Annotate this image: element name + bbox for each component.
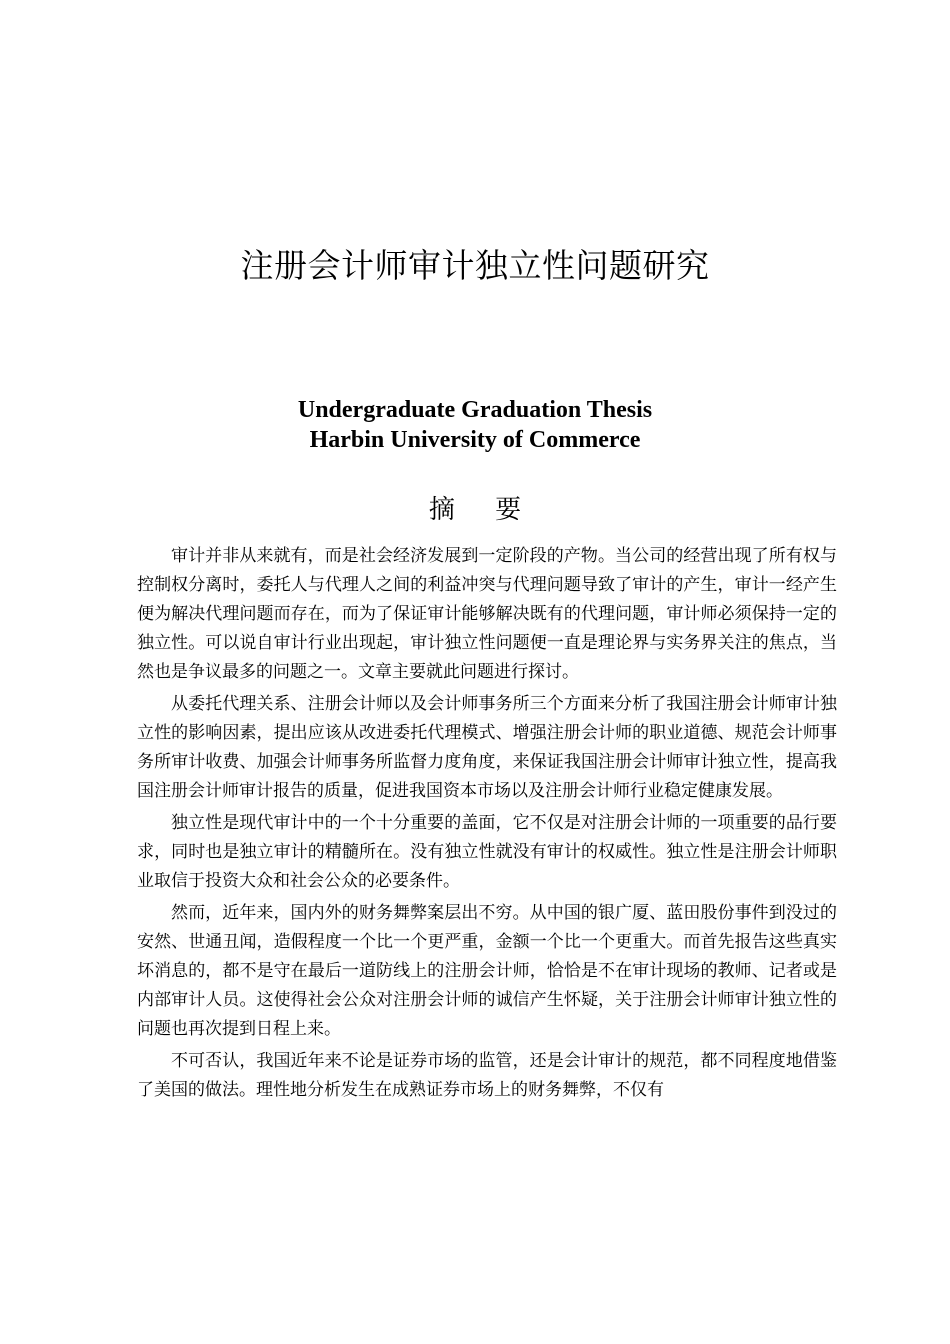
abstract-paragraph: 不可否认，我国近年来不论是证券市场的监管，还是会计审计的规范，都不同程度地借鉴了美国的做法。理性地分析发生在成熟证券市场上的财务舞弊，不仅有 <box>137 1051 837 1100</box>
abstract-paragraph: 从委托代理关系、注册会计师以及会计师事务所三个方面来分析了我国注册会计师审计独立性的影响因素，提出应该从改进委托代理模式、增强注册会计师的职业道德、规范会计师事务所审计收费、加强会计师事务所监督力度角度，来保证我国注册会计师审计独立性，提高我国注册会计师审计报告的质量，促进我国资本市场以及注册会计师行业稳定健康发展。 <box>137 694 837 801</box>
abstract-paragraph: 独立性是现代审计中的一个十分重要的盖面，它不仅是对注册会计师的一项重要的品行要求，同时也是独立审计的精髓所在。没有独立性就没有审计的权威性。独立性是注册会计师职业取信于投资大众和社会公众的必要条件。 <box>137 813 837 891</box>
abstract-heading: 摘 要 <box>428 495 538 525</box>
subtitle-university: Harbin University of Commerce <box>309 427 641 453</box>
abstract-body <box>137 542 837 1108</box>
thesis-subtitle <box>0 395 950 455</box>
thesis-title: 注册会计师审计独立性问题研究 <box>240 246 710 285</box>
abstract-paragraph: 然而，近年来，国内外的财务舞弊案层出不穷。从中国的银广厦、蓝田股份事件到没过的安然、世通丑闻，造假程度一个比一个更严重，金额一个比一个更重大。而首先报告这些真实坏消息的，都不是守在最后一道防线上的注册会计师，恰恰是不在审计现场的教师、记者或是内部审计人员。这使得社会公众对注册会计师的诚信产生怀疑，关于注册会计师审计独立性的问题也再次提到日程上来。 <box>137 903 837 1039</box>
abstract-paragraph: 审计并非从来就有，而是社会经济发展到一定阶段的产物。当公司的经营出现了所有权与控制权分离时，委托人与代理人之间的利益冲突与代理问题导致了审计的产生，审计一经产生便为解决代理问题而存在，而为了保证审计能够解决既有的代理问题，审计师必须保持一定的独立性。可以说自审计行业出现起，审计独立性问题便一直是理论界与实务界关注的焦点，当然也是争议最多的问题之一。文章主要就此问题进行探讨。 <box>137 546 837 682</box>
subtitle-degree: Undergraduate Graduation Thesis <box>297 397 653 423</box>
